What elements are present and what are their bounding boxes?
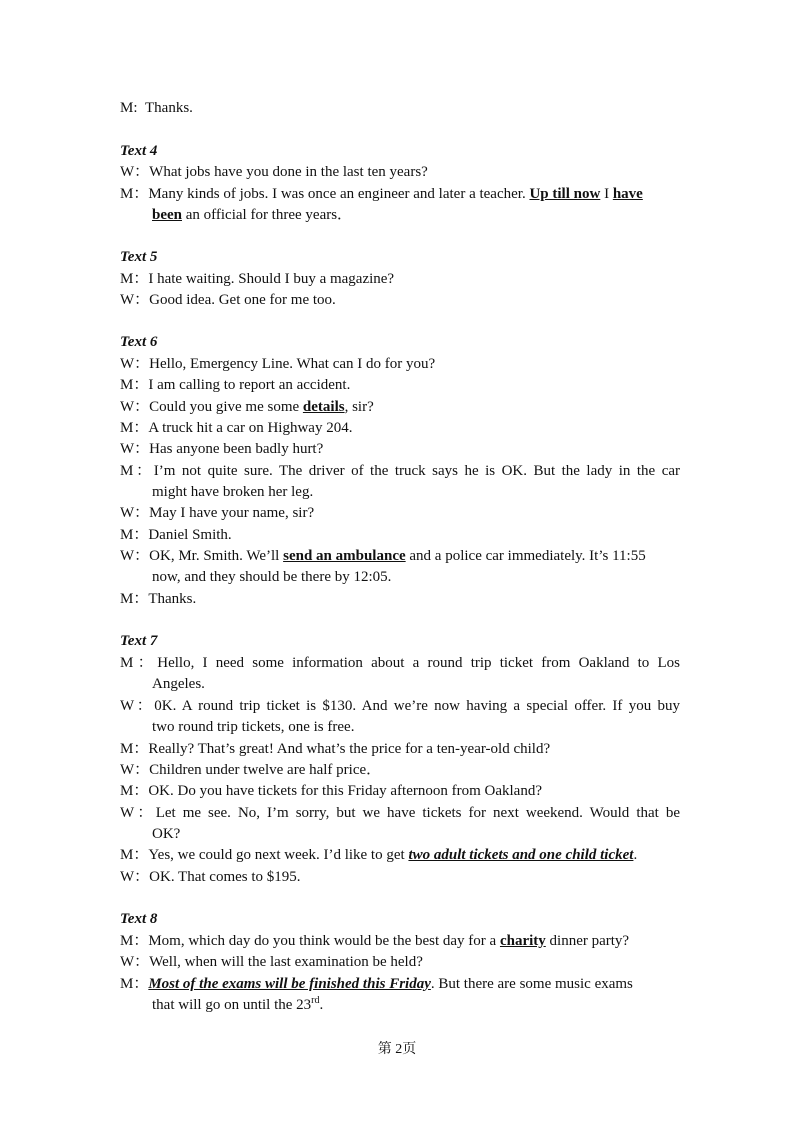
line-text: that will go on until the 23 [152, 997, 312, 1013]
line-text: . But there are some music exams [430, 976, 633, 992]
line-text: I [604, 186, 610, 202]
dialogue-line [120, 974, 680, 995]
dialogue-line [120, 760, 680, 781]
line-text: M：I’m not quite sure. The driver of the truck says he is OK. But the lady in the car [120, 463, 680, 479]
section-heading-text-4: Text 4 [120, 143, 158, 159]
highlighted-answer: send an ambulance [283, 548, 406, 564]
highlighted-answer: Up till now [529, 186, 601, 202]
line-text: . [633, 847, 638, 863]
dialogue-line [120, 375, 680, 396]
dialogue-line [120, 397, 680, 418]
dialogue-line [120, 653, 680, 674]
line-text: W：What jobs have you done in the last ten years? [120, 164, 428, 180]
line-text: W：Well, when will the last examination be held? [120, 954, 423, 970]
section-heading-text-5: Text 5 [120, 249, 158, 265]
line-text: M：Yes, we could go next week. I’d like to get [120, 847, 405, 863]
dialogue-line [120, 952, 680, 973]
line-text: dinner party? [549, 933, 630, 949]
line-text: two round trip tickets, one is free. [152, 719, 355, 735]
section-heading-text-8: Text 8 [120, 911, 158, 927]
ordinal-superscript: rd [311, 995, 320, 1006]
line-text: M：Mom, which day do you think would be the best day for a [120, 933, 497, 949]
line-text: W：Has anyone been badly hurt? [120, 441, 324, 457]
dialogue-line [120, 354, 680, 375]
dialogue-line [152, 824, 712, 845]
highlighted-answer: Most of the exams will be finished this Friday [148, 976, 431, 992]
line-text: M：Really? That’s great! And what’s the price for a ten-year-old child? [120, 741, 551, 757]
line-text: W：May I have your name, sir? [120, 505, 315, 521]
line-text: might have broken her leg. [152, 484, 314, 500]
dialogue-line [120, 439, 680, 460]
dialogue-line [120, 418, 680, 439]
highlighted-answer: two adult tickets and one child ticket [408, 847, 634, 863]
line-text: now, and they should be there by 12:05. [152, 569, 392, 585]
line-text: M: Thanks. [120, 100, 193, 116]
line-text: OK? [152, 826, 181, 842]
highlighted-answer: been [152, 207, 182, 223]
dialogue-line [120, 931, 680, 952]
dialogue-line [120, 162, 680, 183]
dialogue-line [120, 503, 680, 524]
line-text: M：I hate waiting. Should I buy a magazine? [120, 271, 395, 287]
dialogue-line [120, 461, 680, 482]
dialogue-line [152, 717, 712, 738]
line-text: M：Daniel Smith. [120, 527, 232, 543]
dialogue-line [152, 482, 712, 503]
line-text: M：Hello, I need some information about a round trip ticket from Oakland to Los [120, 655, 680, 671]
dialogue-line [120, 696, 680, 717]
dialogue-line [120, 98, 680, 119]
dialogue-line [120, 803, 680, 824]
dialogue-line [120, 589, 680, 610]
line-text: W：Let me see. No, I’m sorry, but we have tickets for next weekend. Would that be [120, 805, 680, 821]
dialogue-line [120, 739, 680, 760]
dialogue-line [152, 205, 712, 226]
line-text: W：OK, Mr. Smith. We’ll [120, 548, 280, 564]
dialogue-line [152, 995, 712, 1016]
dialogue-line [120, 525, 680, 546]
line-text: and a police car immediately. It’s 11:55 [409, 548, 646, 564]
line-text: M：Many kinds of jobs. I was once an engineer and later a teacher. [120, 186, 526, 202]
line-text: W：Could you give me some [120, 399, 300, 415]
line-text: an official for three years． [185, 207, 353, 223]
line-text: . [319, 997, 324, 1013]
line-text: M：I am calling to report an accident. [120, 377, 351, 393]
line-text: W：OK. That comes to $195. [120, 869, 301, 885]
dialogue-line [120, 845, 680, 866]
line-text: M：Thanks. [120, 591, 197, 607]
dialogue-line [152, 567, 712, 588]
line-text: Angeles. [152, 676, 205, 692]
highlighted-answer: details [302, 399, 345, 415]
line-text: W：0K. A round trip ticket is $130. And we’re now having a special offer. If you buy [120, 698, 680, 714]
page-number: 第 2页 [377, 1042, 417, 1057]
dialogue-line [120, 269, 680, 290]
dialogue-line [120, 290, 680, 311]
section-heading-text-6: Text 6 [120, 334, 158, 350]
line-text: W：Children under twelve are half price． [120, 762, 382, 778]
dialogue-line [120, 184, 680, 205]
dialogue-line [152, 674, 712, 695]
line-text: W：Hello, Emergency Line. What can I do for you? [120, 356, 436, 372]
line-text: , sir? [344, 399, 374, 415]
dialogue-line [120, 546, 680, 567]
section-heading-text-7: Text 7 [120, 633, 158, 649]
dialogue-line [120, 867, 680, 888]
dialogue-line [120, 781, 680, 802]
highlighted-answer: charity [499, 933, 546, 949]
line-text: M：OK. Do you have tickets for this Friday afternoon from Oakland? [120, 783, 542, 799]
line-text: M：A truck hit a car on Highway 204. [120, 420, 353, 436]
line-text: W：Good idea. Get one for me too. [120, 292, 336, 308]
line-text: M： [120, 976, 149, 992]
highlighted-answer: have [612, 186, 643, 202]
